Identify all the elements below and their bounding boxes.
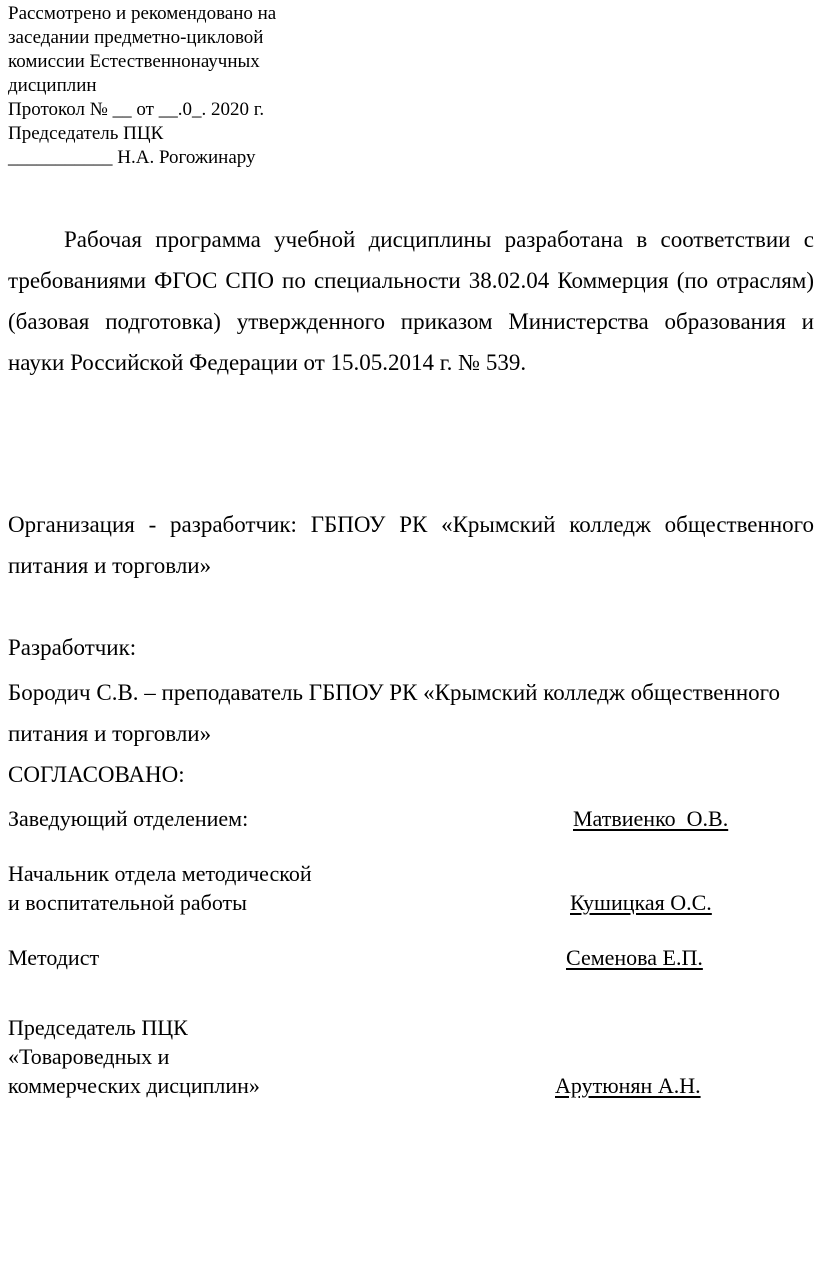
developer-line-continued: питания и торговли» [8,721,212,746]
approval-block [8,2,276,170]
developer-line: Бородич С.В. – преподаватель ГБПОУ РК «Крымский колледж общественного [8,680,780,705]
agreed-heading: СОГЛАСОВАНО: [8,762,185,787]
chair-title: Председатель ПЦК [8,123,164,144]
commission-chair-role-line: «Товароведных и [8,1044,170,1069]
chair-signature-line: ___________ Н.А. Рогожинару [8,147,256,168]
commission-chair-role-line: коммерческих дисциплин» [8,1073,260,1098]
head-methodical-role-line: Начальник отдела методической [8,861,312,886]
protocol-line: Протокол № __ от __.0_. 2020 г. [8,99,265,120]
commission-chair-name: Арутюнян А.Н. [555,1073,701,1098]
developer-label: Разработчик: [8,635,137,660]
organization-developer: Организация - разработчик: ГБПОУ РК «Крымский колледж общественного питания и торговли» [8,512,814,578]
methodist-role: Методист [8,945,100,970]
commission-chair-role-line: Председатель ПЦК [8,1015,188,1040]
approval-line: комиссии Естественнонаучных [8,51,260,72]
head-methodical-role-line: и воспитательной работы [8,890,247,915]
program-statement: Рабочая программа учебной дисциплины разработана в соответствии с требованиями ФГОС СПО по специальности 38.02.04 Коммерция (по отраслям) (базовая подготовка) утвержденного приказом Министерства образования и науки Российской Федерации от 15.05.2014 г. № 539. [8,227,814,375]
head-of-department-role: Заведующий отделением: [8,806,249,831]
head-methodical-name: Кушицкая О.С. [570,890,712,915]
methodist-name: Семенова Е.П. [566,945,703,970]
approval-line: Рассмотрено и рекомендовано на [8,3,277,24]
approval-line: дисциплин [8,75,97,96]
approval-line: заседании предметно-цикловой [8,27,264,48]
head-of-department-name: Матвиенко О.В. [573,806,729,831]
